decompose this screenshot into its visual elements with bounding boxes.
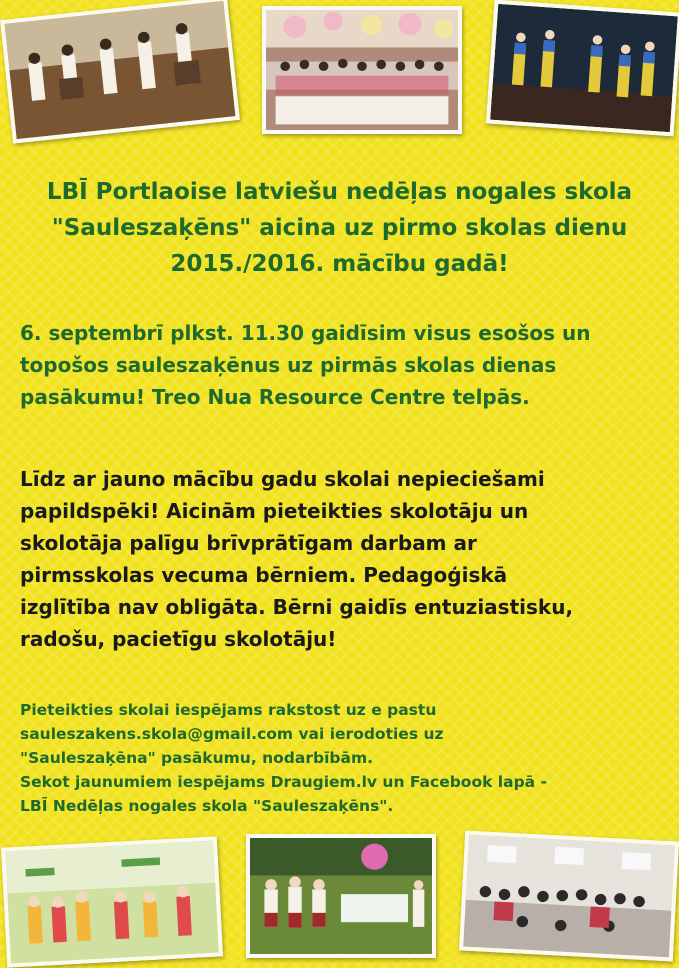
contact-line-4: Sekot jaunumiem iespējams Draugiem.lv un Facebook lapā - [20,773,547,791]
contact-line-3: "Sauleszaķēna" pasākumu, nodarbībām. [20,749,373,767]
photo-outdoor-group [246,834,436,958]
volunteers-line-3: skolotāja palīgu brīvprātīgam darbam ar [20,531,477,555]
photo-classroom-children [1,836,223,967]
photo-stage-performance [486,0,679,136]
event-line-2: topošos sauleszaķēnus uz pirmās skolas dienas [20,353,557,377]
volunteers-paragraph [20,463,665,655]
volunteers-line-5: izglītība nav obligāta. Bērni gaidīs entuziastisku, [20,595,574,619]
contact-paragraph [20,698,670,818]
event-line-3: pasākumu! Treo Nua Resource Centre telpās. [20,385,530,409]
invitation-heading [0,174,679,282]
heading-line-1: LBĪ Portlaoise latviešu nedēļas nogales skola [46,179,633,205]
photo-children-group [262,6,462,134]
contact-line-2: sauleszakens.skola@gmail.com vai ierodoties uz [20,725,444,743]
contact-line-1: Pieteikties skolai iespējams rakstost uz e pastu [20,701,437,719]
heading-line-2: "Sauleszaķēns" aicina uz pirmo skolas dienu [51,215,628,241]
event-line-1: 6. septembrī plkst. 11.30 gaidīsim visus esošos un [20,321,591,345]
volunteers-line-2: papildspēki! Aicinām pieteikties skolotāju un [20,499,529,523]
volunteers-line-4: pirmsskolas vecuma bērniem. Pedagoģiskā [20,563,508,587]
volunteers-line-6: radošu, pacietīgu skolotāju! [20,627,337,651]
heading-line-3: 2015./2016. mācību gadā! [170,251,509,277]
event-paragraph [20,317,665,413]
photo-hall-gathering [459,830,679,961]
volunteers-line-1: Līdz ar jauno mācību gadu skolai nepieciešami [20,467,545,491]
photo-folk-dance [0,0,240,144]
contact-line-5: LBĪ Nedēļas nogales skola "Sauleszaķēns". [20,797,394,815]
